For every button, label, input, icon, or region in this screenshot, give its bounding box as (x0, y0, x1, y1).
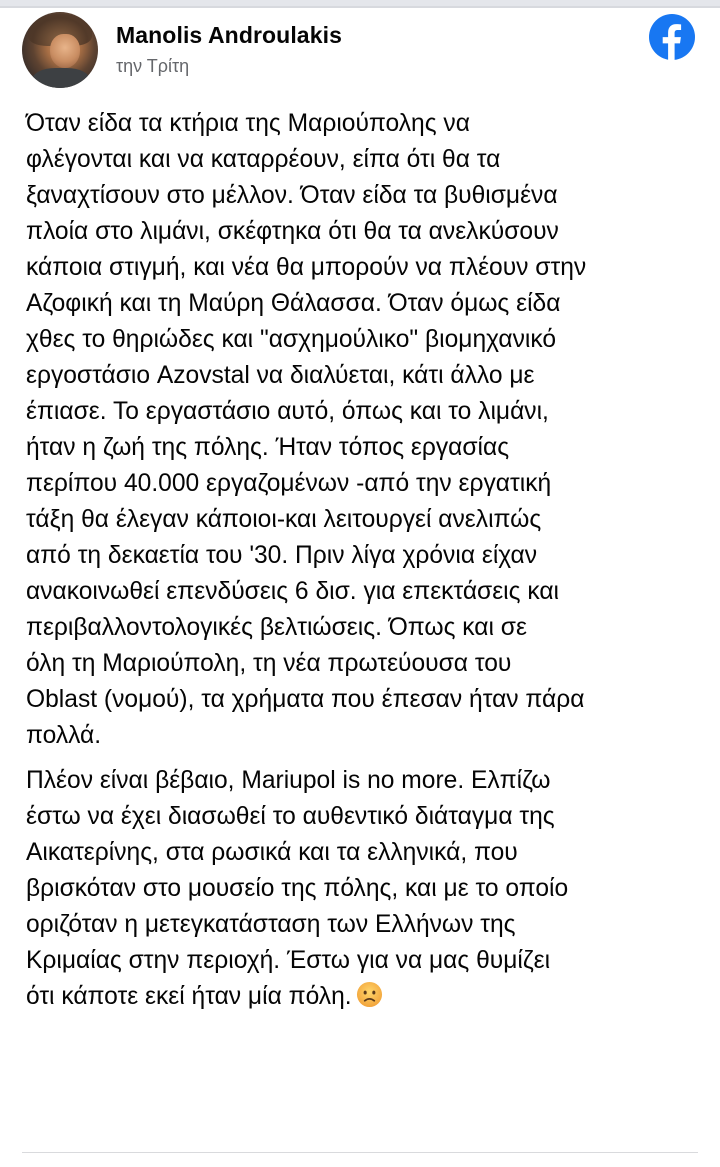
text-line: Αζοφική και τη Μαύρη Θάλασσα. Όταν όμως είδα (26, 290, 561, 317)
text-line: περίπου 40.000 εργαζομένων -από την εργατική (26, 470, 552, 497)
text-line: Oblast (νομού), τα χρήματα που έπεσαν ήταν πάρα (26, 686, 585, 713)
text-line: φλέγονται και να καταρρέουν, είπα ότι θα τα (26, 146, 501, 173)
post-timestamp[interactable]: την Τρίτη (116, 56, 190, 76)
feed-top-separator (0, 0, 720, 8)
author-avatar[interactable] (22, 12, 98, 88)
text-line: περιβαλλοντολογικές βελτιώσεις. Όπως και σε (26, 614, 527, 641)
text-line: πολλά. (26, 722, 102, 749)
frowning-face-emoji (356, 981, 383, 1008)
post-divider (22, 1152, 698, 1153)
avatar-face (50, 34, 80, 68)
facebook-icon (649, 14, 695, 60)
last-text-line (26, 979, 698, 1015)
text-line: ξαναχτίσουν στο μέλλον. Όταν είδα τα βυθισμένα (26, 182, 558, 209)
post-paragraph-2 (26, 763, 698, 1015)
text-line: Κριμαίας στην περιοχή. Έστω για να μας θυμίζει (26, 947, 551, 974)
post-paragraph-1 (26, 106, 698, 754)
avatar-shirt (32, 68, 90, 88)
text-line: εργοστάσιο Azovstal να διαλύεται, κάτι άλλο με (26, 362, 535, 389)
text-line: οριζόταν η μετεγκατάσταση των Ελλήνων της (26, 911, 516, 938)
text-line: όλη τη Μαριούπολη, τη νέα πρωτεύουσα του (26, 650, 512, 677)
text-line: Πλέον είναι βέβαιο, Mariupol is no more. Ελπίζω (26, 767, 551, 794)
text-line: ανακοινωθεί επενδύσεις 6 δισ. για επεκτάσεις και (26, 578, 560, 605)
text-line: πλοία στο λιμάνι, σκέφτηκα ότι θα τα ανελκύσουν (26, 218, 559, 245)
text-line: από τη δεκαετία του '30. Πριν λίγα χρόνια είχαν (26, 542, 538, 569)
text-line: βρισκόταν στο μουσείο της πόλης, και με το οποίο (26, 875, 569, 902)
text-line: ήταν η ζωή της πόλης. Ήταν τόπος εργασίας (26, 434, 510, 461)
text-line-content: ότι κάποτε εκεί ήταν μία πόλη. (26, 983, 352, 1010)
text-line: έπιασε. Το εργαστάσιο αυτό, όπως και το λιμάνι, (26, 398, 549, 425)
text-line: έστω να έχει διασωθεί το αυθεντικό διάταγμα της (26, 803, 555, 830)
post-text (26, 106, 698, 1015)
text-line: Αικατερίνης, στα ρωσικά και τα ελληνικά, που (26, 839, 518, 866)
text-line: χθες το θηριώδες και "ασχημούλικο" βιομηχανικό (26, 326, 557, 353)
author-name[interactable]: Manolis Androulakis (116, 22, 342, 48)
text-line: κάποια στιγμή, και νέα θα μπορούν να πλέουν στην (26, 254, 587, 281)
text-line: Όταν είδα τα κτήρια της Μαριούπολης να (26, 110, 470, 137)
text-line: τάξη θα έλεγαν κάποιοι-και λειτουργεί ανελιπώς (26, 506, 542, 533)
facebook-post-card (0, 8, 720, 1150)
